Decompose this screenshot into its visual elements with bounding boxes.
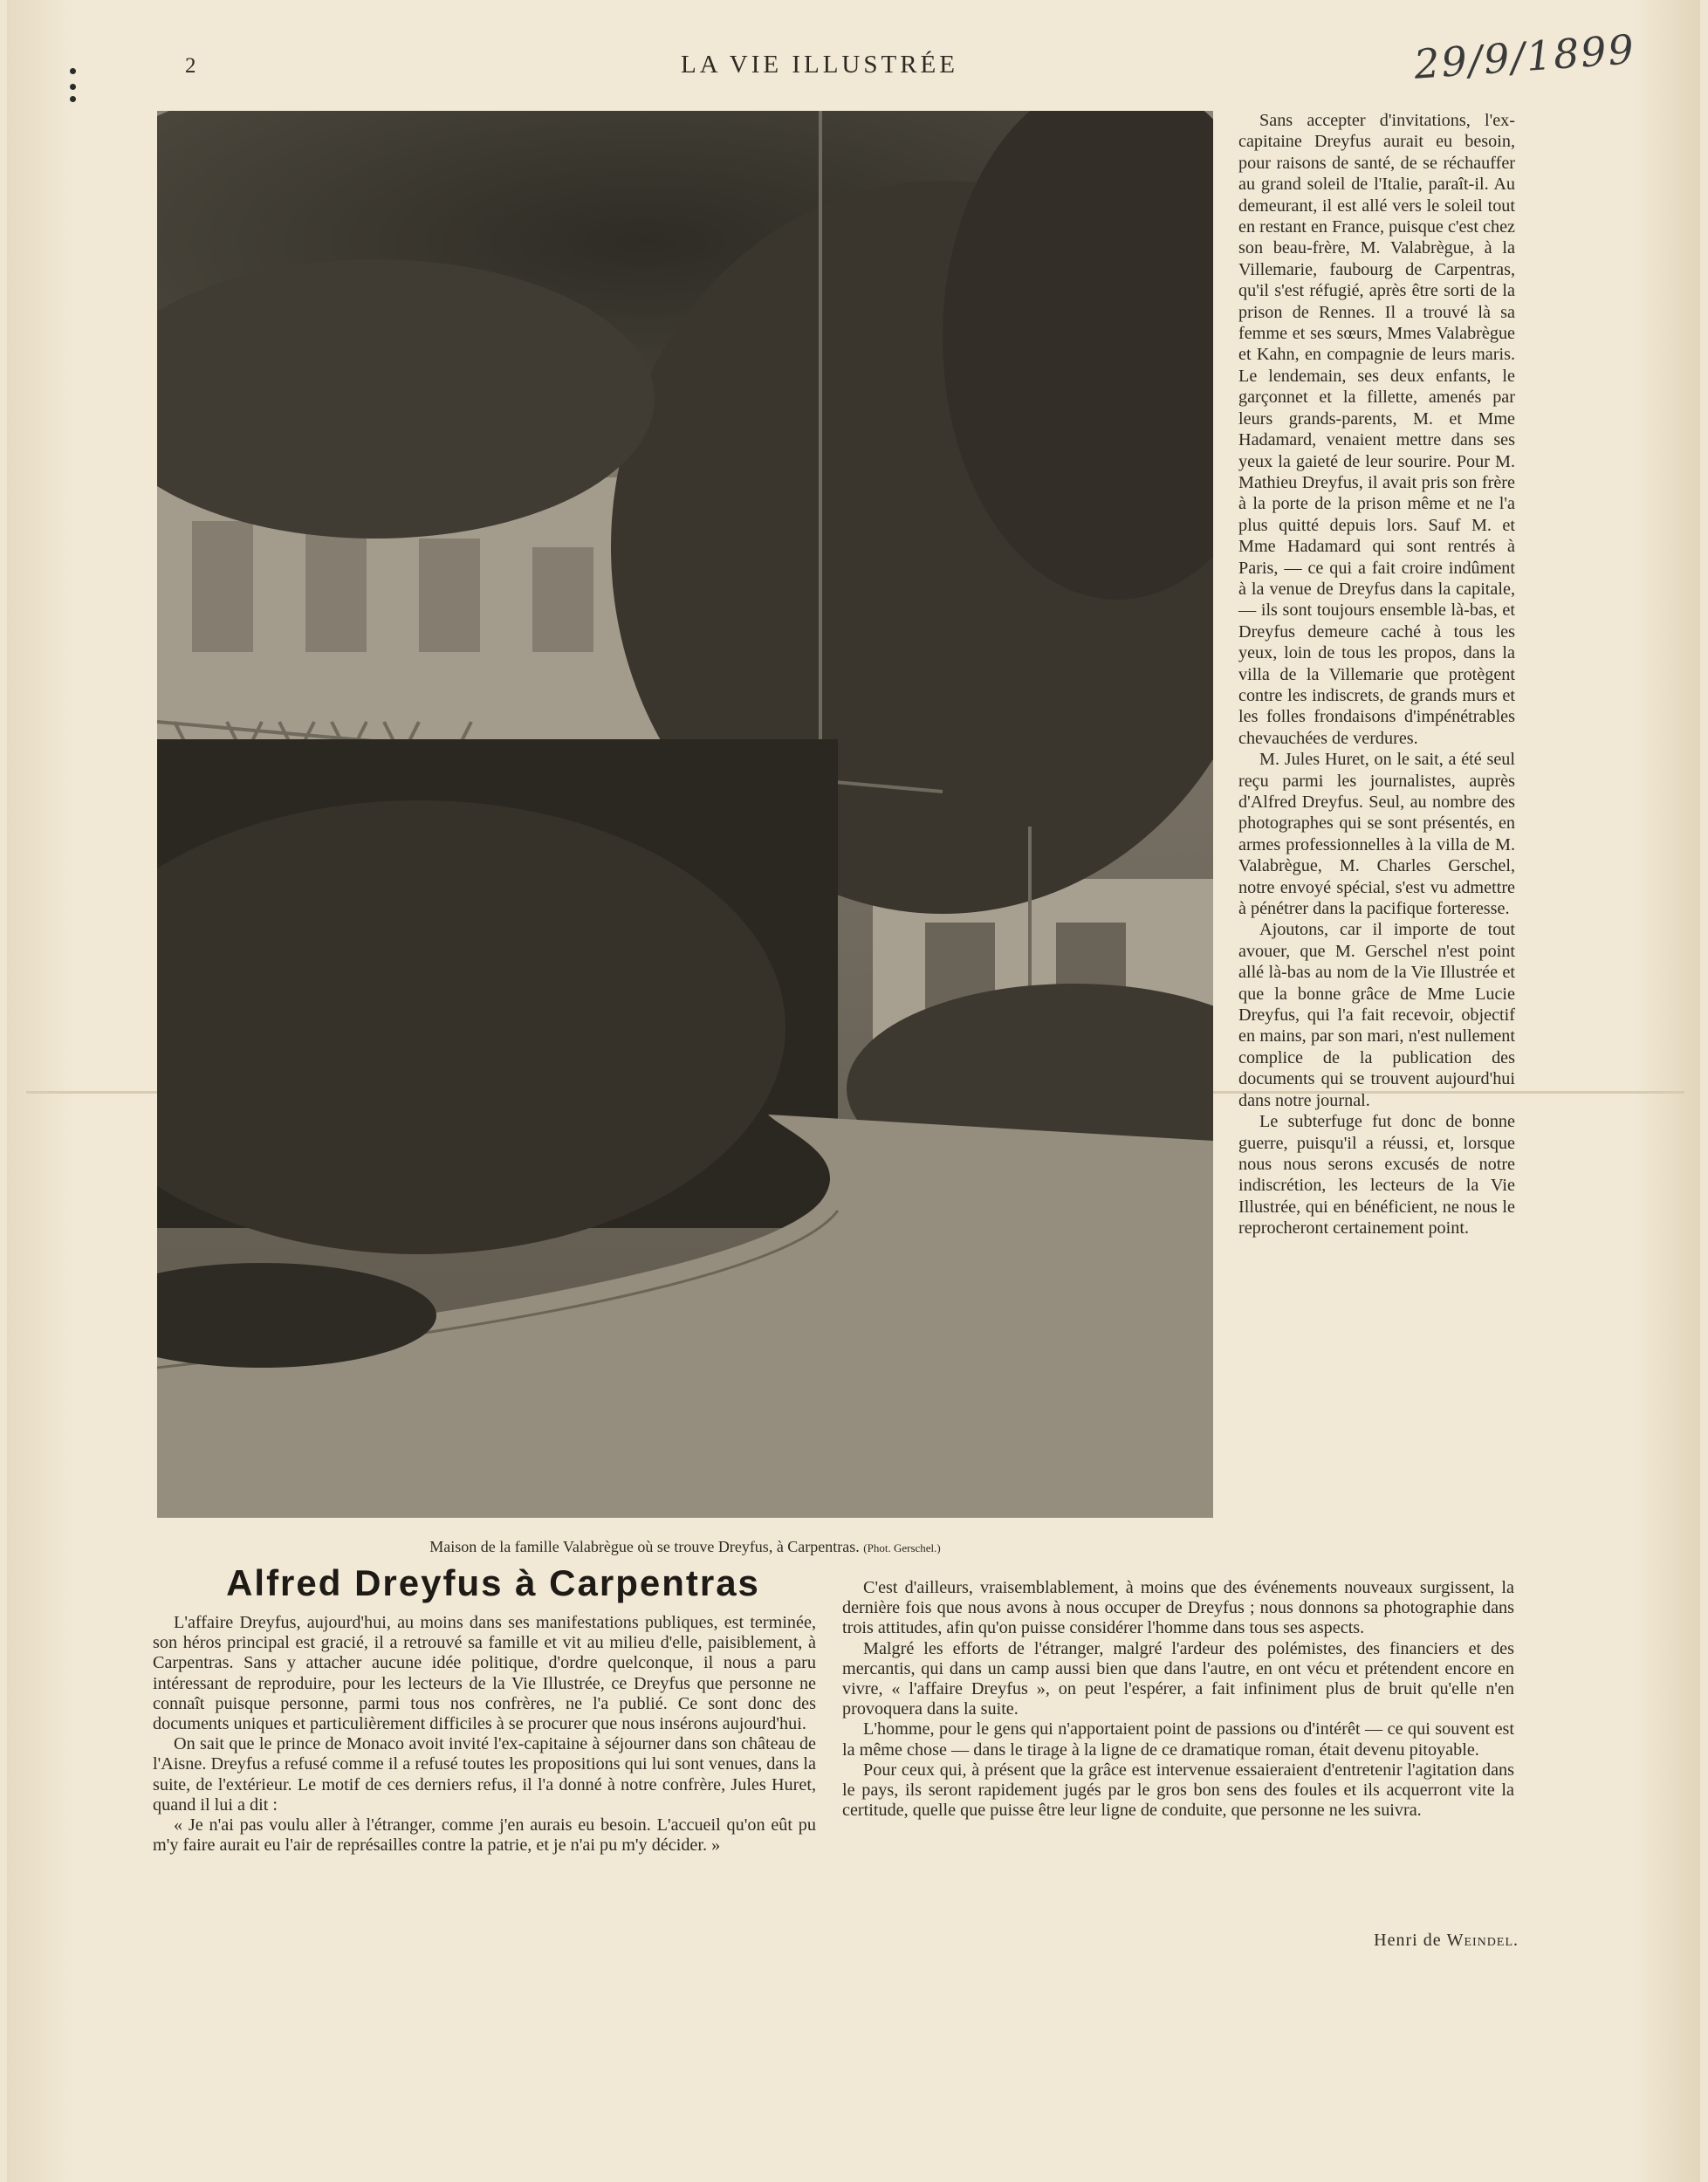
article-paragraph: L'homme, pour le gens qui n'apportaient point de passions ou d'intérêt — ce qui souvent est la même chose — dans le tirage à la ligne de ce dramatique roman, était devenu pitoyable. <box>842 1719 1514 1760</box>
running-head: LA VIE ILLUSTRÉE <box>681 51 958 79</box>
article-paragraph: Pour ceux qui, à présent que la grâce est intervenue essaieraient d'entretenir l'agitation dans le pays, ils seront rapidement jugés par le gros bon sens des foules et ils acquerront vite la certitude, quelle que puisse être leur ligne de conduite, que personne ne les suivra. <box>842 1760 1514 1821</box>
sidebar-paragraph: Sans accepter d'invitations, l'ex-capitaine Dreyfus aurait eu besoin, pour raisons de santé, de se réchauffer au grand soleil de l'Italie, paraît-il. Au demeurant, il est allé vers le soleil tout en restant en France, puisque c'est chez son beau-frère, M. Valabrègue, à la Villemarie, faubourg de Carpentras, qu'il s'est réfugié, après être sorti de la prison de Rennes. Il a trouvé là sa femme et ses sœurs, Mmes Valabrègue et Kahn, en compagnie de leurs maris. Le lendemain, ses deux enfants, le garçonnet et la fillette, amenés par leurs grands-parents, M. et Mme Hadamard, venaient mettre dans ses yeux la gaieté de leur sourire. Pour M. Mathieu Dreyfus, il avait pris son frère à la porte de la prison même et ne l'a plus quitté depuis lors. Sauf M. et Mme Hadamard qui sont rentrés à Paris, — ce qui a fait croire indûment à la venue de Dreyfus dans la capitale, — ils sont toujours ensemble là-bas, et Dreyfus demeure caché à tous les yeux, loin de tous les propos, dans la villa de la Villemarie que protègent contre les indiscrets, de grands murs et les folles frondaisons d'impénétrables chevauchées de verdures. <box>1238 111 1515 748</box>
author-signature <box>1187 1931 1519 1951</box>
article-paragraph: L'affaire Dreyfus, aujourd'hui, au moins dans ses manifestations publiques, est terminée, son héros principal est gracié, il a retrouvé sa famille et vit au milieu d'elle, paisiblement, à Carpentras. Sans y attacher aucune idée politique, d'ordre quelconque, il nous a paru intéressant de reproduire, pour les lecteurs de la Vie Illustrée, ce Dreyfus que personne ne connaît puisque personne, parmi tous nos confrères, ne l'a publié. Ce sont donc des documents uniques et particulièrement difficiles à se procurer que nous insérons aujourd'hui. <box>153 1613 816 1734</box>
handwritten-date: 29/9/1899 <box>1412 25 1637 88</box>
author-first-name: Henri de <box>1374 1931 1447 1950</box>
article-paragraph: « Je n'ai pas voulu aller à l'étranger, comme j'en aurais eu besoin. L'accueil qu'on eût pu m'y faire aurait eu l'air de représailles contre la patrie, et je n'ai pu m'y décider. » <box>153 1815 816 1856</box>
article-right-column <box>842 1578 1514 1821</box>
punch-hole <box>70 96 76 102</box>
garden-photograph <box>157 111 1213 1518</box>
article-title: Alfred Dreyfus à Carpentras <box>226 1562 760 1603</box>
page-number: 2 <box>185 54 196 78</box>
article-paragraph: On sait que le prince de Monaco avoit invité l'ex-capitaine à séjourner dans son château de l'Aisne. Dreyfus a refusé comme il a refusé toutes les propositions qui lui sont venues, dans la suite, de l'extérieur. Le motif de ces derniers refus, il l'a donné à notre confrère, Jules Huret, quand il lui a dit : <box>153 1734 816 1815</box>
article-left-column <box>153 1613 816 1856</box>
punch-hole <box>70 68 76 74</box>
photo-caption <box>157 1538 1213 1556</box>
punch-hole <box>70 84 76 90</box>
sidebar-paragraph: M. Jules Huret, on le sait, a été seul reçu parmi les journalistes, auprès d'Alfred Dreyfus. Seul, au nombre des photographes qui se sont présentés, en armes professionnelles à la villa de M. Valabrègue, M. Charles Gerschel, notre envoyé spécial, s'est vu admettre à pénétrer dans la pacifique forteresse. <box>1238 750 1515 919</box>
photo-credit: (Phot. Gerschel.) <box>863 1541 941 1554</box>
article-paragraph: C'est d'ailleurs, vraisemblablement, à moins que des événements nouveaux surgissent, la dernière fois que nous avons à nous occuper de Dreyfus ; nous donnons sa photographie dans trois attitudes, afin qu'on puisse considérer l'homme dans tous ses aspects. <box>842 1578 1514 1638</box>
sidebar-paragraph: Ajoutons, car il importe de tout avouer, que M. Gerschel n'est point allé là-bas au nom de la Vie Illustrée et que la bonne grâce de Mme Lucie Dreyfus, qui l'a fait recevoir, objectif en mains, par son mari, n'est nullement complice de la publication des documents qui se trouvent aujourd'hui dans notre journal. <box>1238 920 1515 1110</box>
caption-text: Maison de la famille Valabrègue où se trouve Dreyfus, à Carpentras. <box>429 1538 860 1555</box>
article-paragraph: Malgré les efforts de l'étranger, malgré l'ardeur des polémistes, des financiers et des mercantis, qui dans un camp aussi bien que dans l'autre, en ont vécu et prétendent encore en vivre, « l'affaire Dreyfus », on peut l'espérer, a fait infiniment plus de bruit qu'elle n'en provoquera dans la suite. <box>842 1638 1514 1719</box>
sidebar-column <box>1238 110 1515 1239</box>
sidebar-paragraph: Le subterfuge fut donc de bonne guerre, puisqu'il a réussi, et, lorsque nous nous serons excusés de notre indiscrétion, les lecteurs de la Vie Illustrée, qui en bénéficient, ne nous le reprocheront certainement point. <box>1238 1112 1515 1239</box>
photo-illustration <box>157 111 1213 1518</box>
author-last-name: Weindel. <box>1446 1931 1519 1950</box>
